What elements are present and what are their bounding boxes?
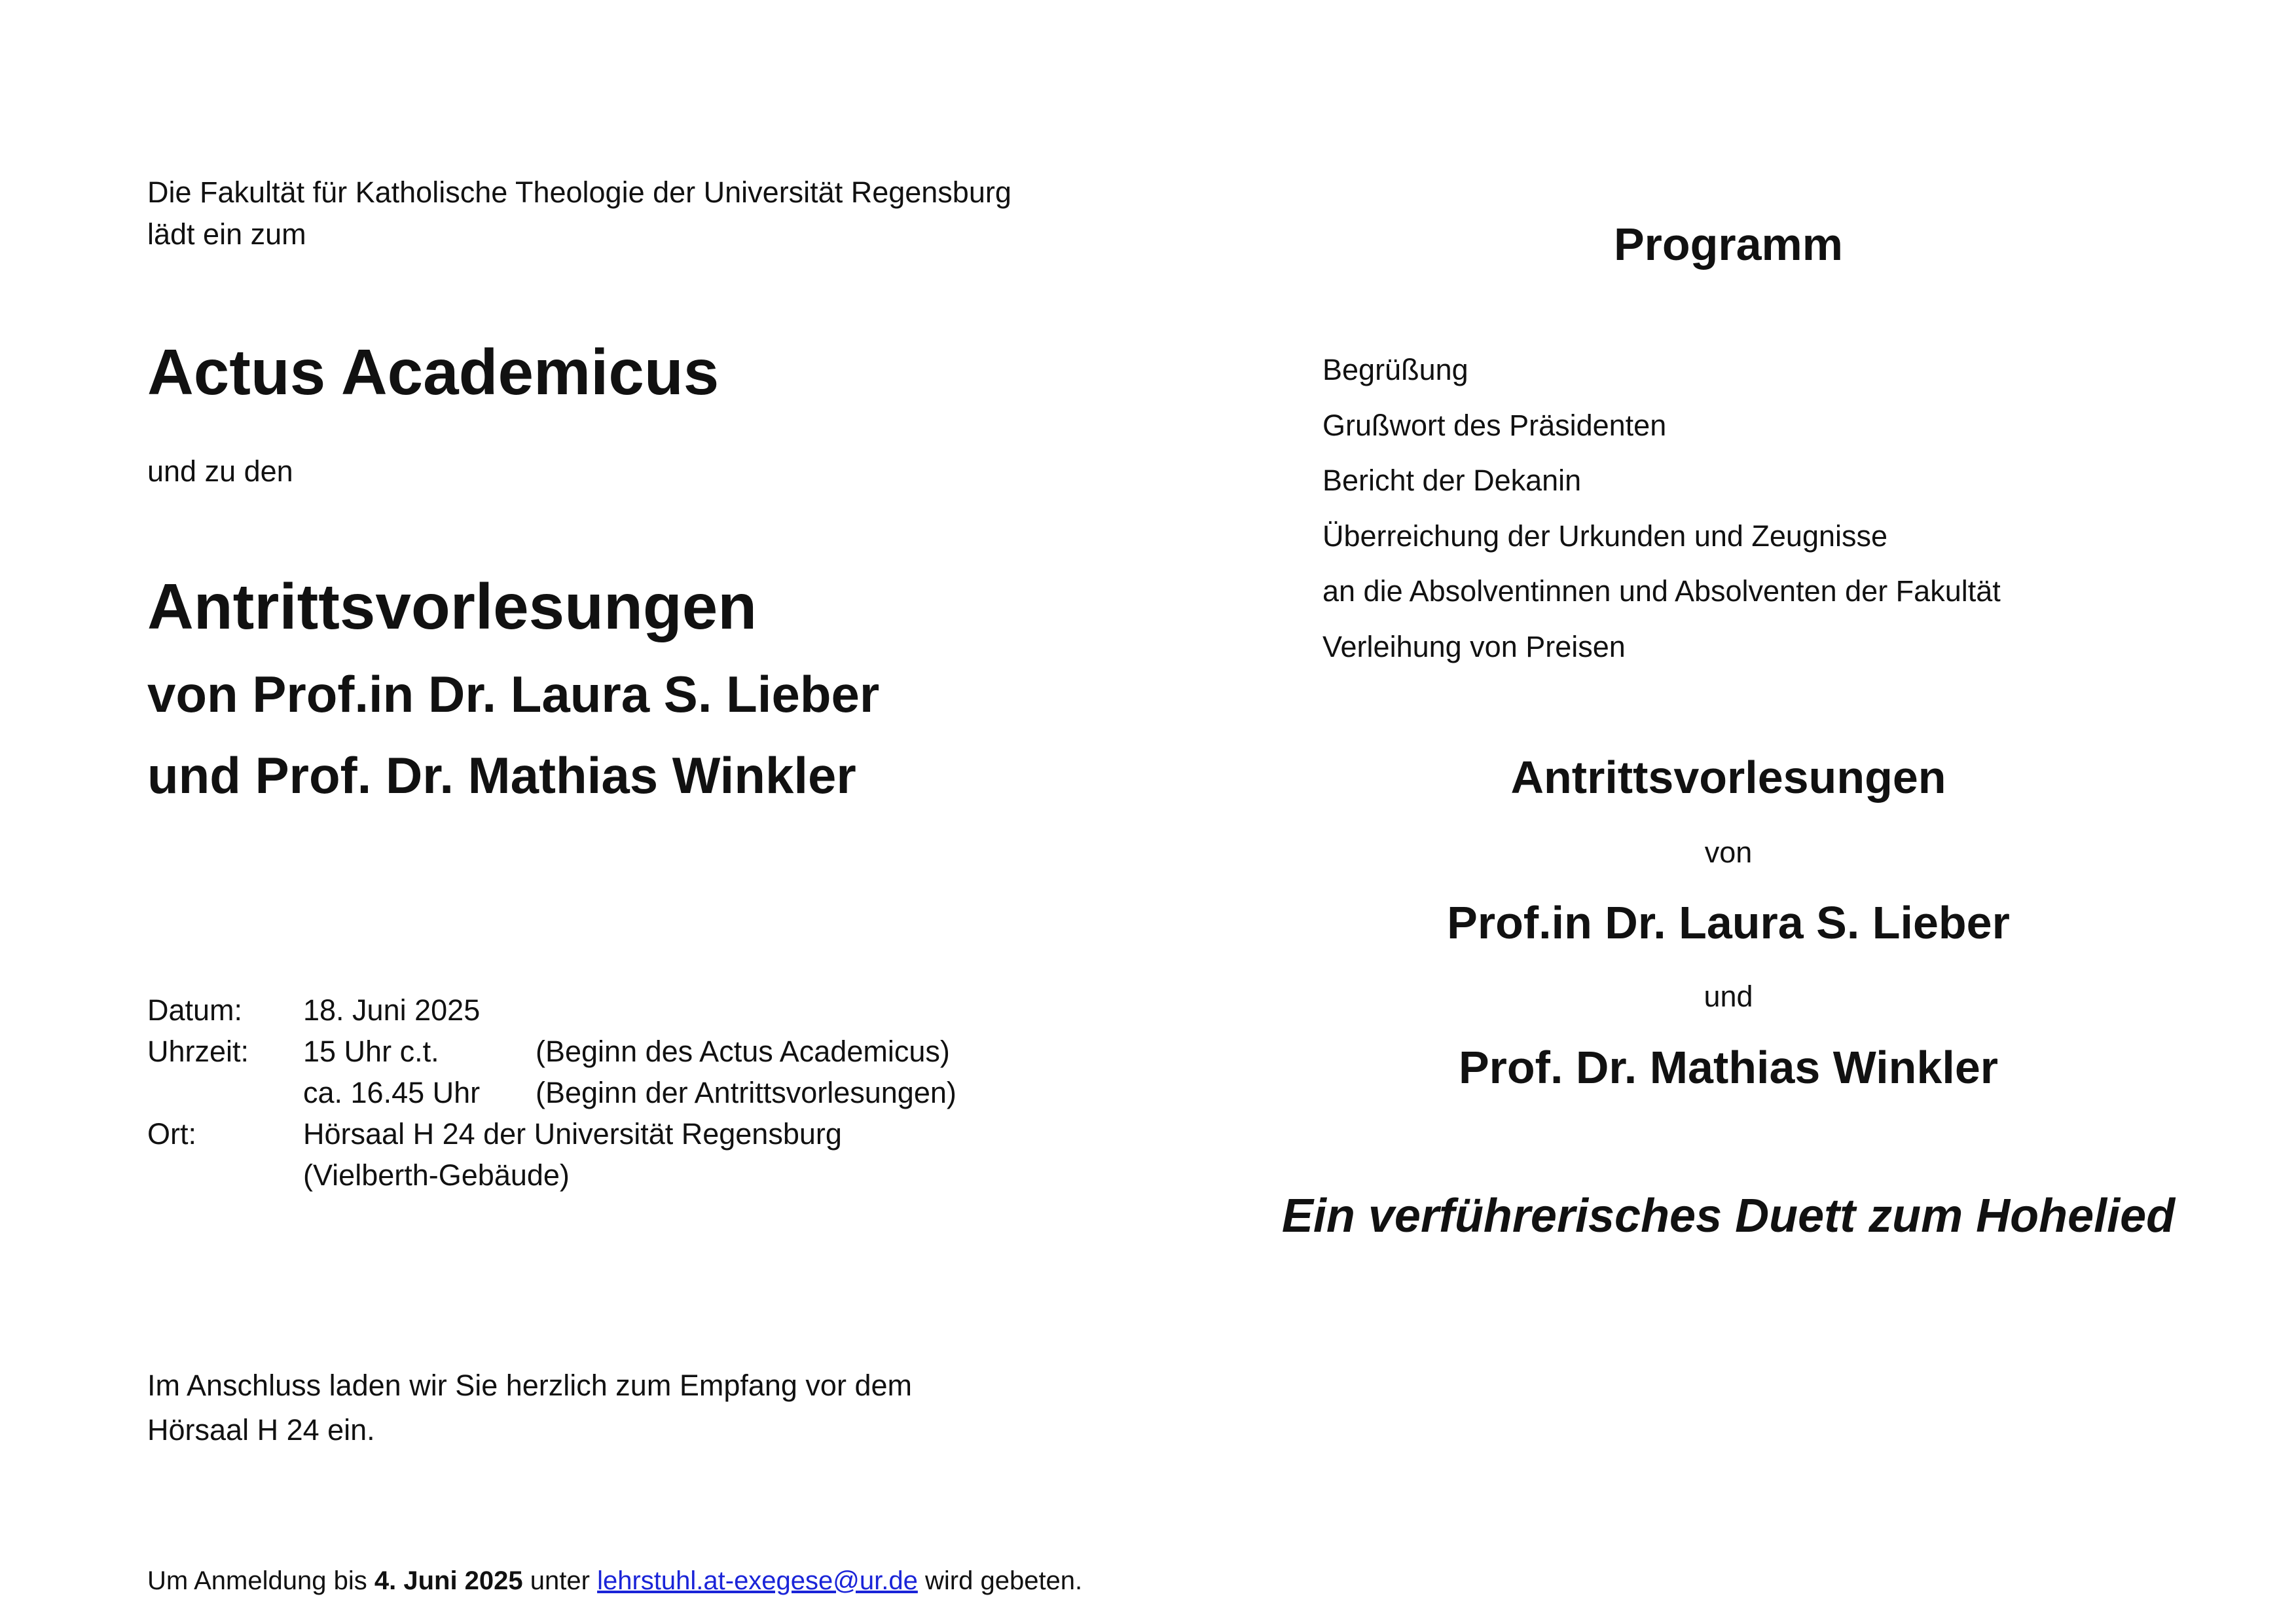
place-label: Ort: (147, 1117, 196, 1151)
time-value-2: ca. 16.45 Uhr (303, 1076, 481, 1109)
time-row-1 (147, 1031, 957, 1072)
time-row-2 (147, 1072, 957, 1113)
date-row (147, 989, 957, 1031)
and-connector: und (1704, 980, 1753, 1013)
faculty-line: Die Fakultät für Katholische Theologie der Universität Regensburg (147, 175, 1011, 209)
registration-deadline: 4. Juni 2025 (374, 1566, 523, 1595)
invites-line: lädt ein zum (147, 217, 306, 251)
invitation-intro (147, 172, 1011, 255)
time-note-2: (Beginn der Antrittsvorlesungen) (536, 1076, 957, 1109)
event-details (147, 989, 957, 1196)
place-row (147, 1113, 957, 1154)
registration-note (147, 1564, 1082, 1598)
program-title: Programm (1613, 219, 1844, 270)
speaker-1-name: Prof.in Dr. Laura S. Lieber (1447, 897, 2010, 948)
reception-line-2: Hörsaal H 24 ein. (147, 1413, 375, 1447)
program-item: Begrüßung (1322, 353, 1468, 386)
speaker-line-1: von Prof.in Dr. Laura S. Lieber (147, 665, 880, 723)
event-title: Actus Academicus (147, 336, 720, 408)
by-connector: von (1704, 836, 1753, 869)
place-value: Hörsaal H 24 der Universität Regensburg (303, 1117, 842, 1151)
registration-email-link[interactable]: lehrstuhl.at-exegese@ur.de (597, 1566, 918, 1595)
time-value-1: 15 Uhr c.t. (303, 1035, 439, 1068)
time-note-1: (Beginn des Actus Academicus) (536, 1035, 950, 1068)
lecture-heading: Antrittsvorlesungen (147, 570, 757, 642)
date-label: Datum: (147, 993, 243, 1027)
details-table (147, 989, 957, 1196)
speaker-line-2: und Prof. Dr. Mathias Winkler (147, 747, 856, 804)
place-building: (Vielberth-Gebäude) (303, 1158, 570, 1192)
reception-line-1: Im Anschluss laden wir Sie herzlich zum Empfang vor dem (147, 1369, 912, 1402)
connector-text: und zu den (147, 454, 293, 488)
program-list (1322, 347, 2001, 679)
lecture-topic: Ein verführerisches Duett zum Hohelied (1281, 1190, 2176, 1242)
program-item: Überreichung der Urkunden und Zeugnisse (1322, 519, 1888, 553)
time-label: Uhrzeit: (147, 1035, 249, 1068)
registration-prefix: Um Anmeldung bis (147, 1566, 367, 1595)
program-item: Grußwort des Präsidenten (1322, 408, 1667, 442)
lectures-title: Antrittsvorlesungen (1510, 752, 1946, 803)
place-row-2 (147, 1154, 957, 1196)
program-item: an die Absolventinnen und Absolventen der Fakultät (1322, 574, 2001, 608)
date-value: 18. Juni 2025 (303, 993, 481, 1027)
registration-middle: unter (530, 1566, 590, 1595)
registration-suffix: wird gebeten. (925, 1566, 1083, 1595)
program-item: Bericht der Dekanin (1322, 464, 1582, 497)
program-item: Verleihung von Preisen (1322, 629, 1626, 663)
speaker-2-name: Prof. Dr. Mathias Winkler (1458, 1042, 1998, 1093)
reception-note (147, 1363, 912, 1452)
